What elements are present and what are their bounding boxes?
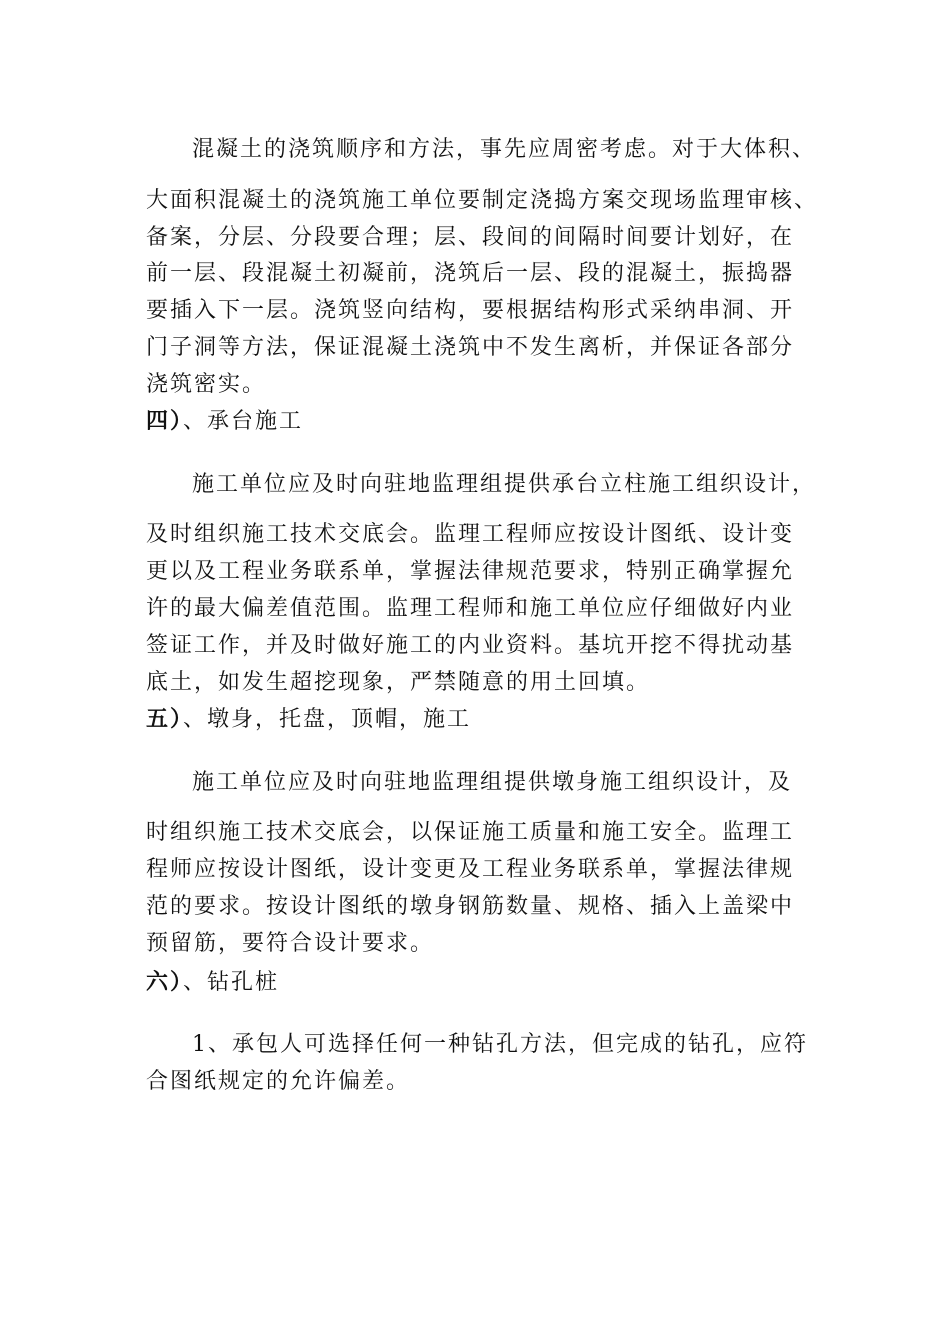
paragraph-line: 更以及工程业务联系单，掌握法律规范要求，特别正确掌握允 xyxy=(146,559,795,584)
section-heading xyxy=(146,965,826,1001)
paragraph-line: 混凝土的浇筑顺序和方法，事先应周密考虑。对于大体积、 xyxy=(192,137,817,162)
paragraph-line: 浇筑密实。 xyxy=(146,372,267,397)
paragraph-line: 前一层、段混凝土初凝前，浇筑后一层、段的混凝土，振捣器 xyxy=(146,261,795,286)
paragraph-line: 1、承包人可选择任何一种钻孔方法，但完成的钻孔，应符 xyxy=(192,1032,808,1057)
section-heading xyxy=(146,404,826,440)
paragraph-line: 及时组织施工技术交底会。监理工程师应按设计图纸、设计变 xyxy=(146,522,795,547)
section-title: 、承台施工 xyxy=(183,409,304,434)
paragraph-line: 许的最大偏差值范围。监理工程师和施工单位应仔细做好内业 xyxy=(146,596,795,621)
paragraph-line: 合图纸规定的允许偏差。 xyxy=(146,1069,411,1094)
paragraph-line: 时组织施工技术交底会，以保证施工质量和施工安全。监理工 xyxy=(146,820,795,845)
paragraph-line: 门子洞等方法，保证混凝土浇筑中不发生离析，并保证各部分 xyxy=(146,335,795,360)
section-title: 、钻孔桩 xyxy=(183,970,280,995)
paragraph-line: 签证工作，并及时做好施工的内业资料。基坑开挖不得扰动基 xyxy=(146,633,795,658)
paragraph-line: 施工单位应及时向驻地监理组提供墩身施工组织设计，及 xyxy=(192,770,793,795)
section-title: 、墩身，托盘，顶帽，施工 xyxy=(183,707,472,732)
paragraph-line: 备案，分层、分段要合理；层、段间的间隔时间要计划好，在 xyxy=(146,225,795,250)
section-heading xyxy=(146,702,826,738)
paragraph-line: 底土，如发生超挖现象，严禁随意的用土回填。 xyxy=(146,670,651,695)
paragraph-line: 程师应按设计图纸，设计变更及工程业务联系单，掌握法律规 xyxy=(146,857,795,882)
section-number: 六） xyxy=(146,970,184,995)
paragraph-line: 要插入下一层。浇筑竖向结构，要根据结构形式采纳串洞、开 xyxy=(146,298,795,323)
paragraph-line: 大面积混凝土的浇筑施工单位要制定浇捣方案交现场监理审核、 xyxy=(146,188,819,213)
section-number: 五） xyxy=(146,707,184,732)
paragraph-line: 范的要求。按设计图纸的墩身钢筋数量、规格、插入上盖梁中 xyxy=(146,894,795,919)
paragraph-line: 施工单位应及时向驻地监理组提供承台立柱施工组织设计， xyxy=(192,472,817,497)
section-number: 四） xyxy=(146,409,184,434)
paragraph-line: 预留筋，要符合设计要求。 xyxy=(146,931,435,956)
